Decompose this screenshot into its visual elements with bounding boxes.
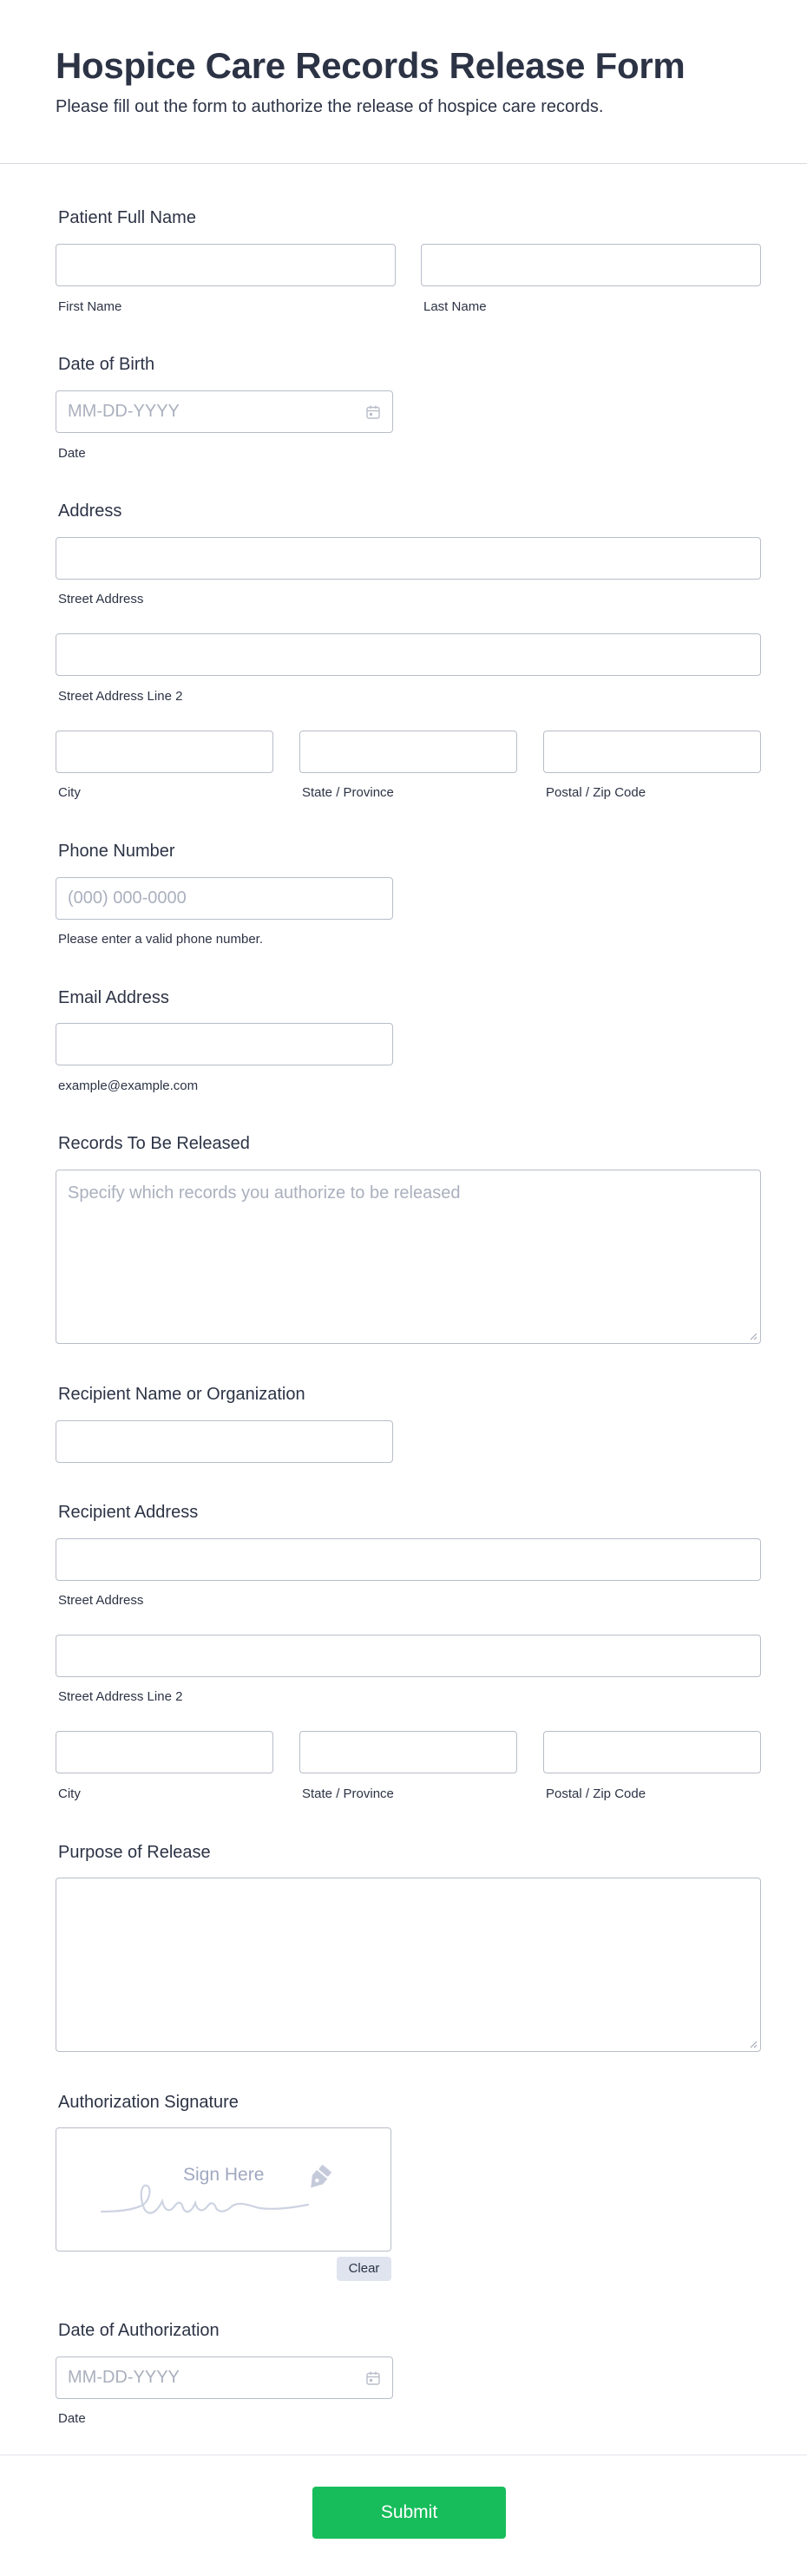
state-input[interactable] xyxy=(299,731,517,773)
last-name-sublabel: Last Name xyxy=(423,299,487,314)
recipient-street-input[interactable] xyxy=(56,1538,761,1581)
first-name-sublabel: First Name xyxy=(58,299,122,314)
recipient-zip-input[interactable] xyxy=(543,1731,761,1773)
email-label: Email Address xyxy=(58,988,169,1007)
city-input[interactable] xyxy=(56,731,273,773)
recipient-address-label: Recipient Address xyxy=(58,1503,199,1522)
recipient-street2-input[interactable] xyxy=(56,1635,761,1677)
dob-sublabel: Date xyxy=(58,446,86,461)
phone-label: Phone Number xyxy=(58,842,175,861)
recipient-street-sublabel: Street Address xyxy=(58,1593,144,1608)
recipient-zip-sublabel: Postal / Zip Code xyxy=(546,1786,646,1801)
resize-grip-icon[interactable] xyxy=(749,1332,758,1340)
clear-signature-button[interactable]: Clear xyxy=(337,2257,391,2281)
purpose-label: Purpose of Release xyxy=(58,1843,211,1862)
submit-button[interactable]: Submit xyxy=(312,2487,506,2539)
sign-here-text: Sign Here xyxy=(183,2165,265,2185)
dob-input[interactable] xyxy=(56,390,393,433)
recipient-street2-sublabel: Street Address Line 2 xyxy=(58,1689,183,1704)
records-label: Records To Be Released xyxy=(58,1134,250,1153)
last-name-input[interactable] xyxy=(421,244,761,286)
records-textarea[interactable] xyxy=(56,1170,761,1344)
recipient-name-input[interactable] xyxy=(56,1420,393,1463)
signature-label: Authorization Signature xyxy=(58,2093,239,2112)
first-name-input[interactable] xyxy=(56,244,396,286)
address-label: Address xyxy=(58,501,122,521)
phone-sublabel: Please enter a valid phone number. xyxy=(58,932,263,947)
form-header xyxy=(0,0,807,164)
auth-date-input[interactable] xyxy=(56,2356,393,2399)
zip-input[interactable] xyxy=(543,731,761,773)
signature-pad[interactable] xyxy=(56,2127,391,2252)
recipient-city-input[interactable] xyxy=(56,1731,273,1773)
auth-date-sublabel: Date xyxy=(58,2411,86,2426)
phone-input[interactable] xyxy=(56,877,393,920)
phone-placeholder: (000) 000-0000 xyxy=(68,888,187,908)
signature-scribble-icon xyxy=(100,2163,360,2219)
resize-grip-icon[interactable] xyxy=(749,2040,758,2048)
form-title: Hospice Care Records Release Form xyxy=(56,45,686,86)
auth-date-label: Date of Authorization xyxy=(58,2321,220,2340)
pen-icon xyxy=(305,2164,332,2192)
dob-placeholder: MM-DD-YYYY xyxy=(68,402,180,421)
city-sublabel: City xyxy=(58,785,81,800)
email-sublabel: example@example.com xyxy=(58,1078,199,1093)
street-address-sublabel: Street Address xyxy=(58,592,144,606)
street-address-input[interactable] xyxy=(56,537,761,580)
recipient-state-input[interactable] xyxy=(299,1731,517,1773)
street-address-line2-input[interactable] xyxy=(56,633,761,676)
recipient-city-sublabel: City xyxy=(58,1786,81,1801)
form-subtitle: Please fill out the form to authorize the release of hospice care records. xyxy=(56,97,604,116)
email-input[interactable] xyxy=(56,1023,393,1065)
recipient-name-label: Recipient Name or Organization xyxy=(58,1385,305,1404)
dob-label: Date of Birth xyxy=(58,355,155,374)
state-sublabel: State / Province xyxy=(302,785,394,800)
purpose-textarea[interactable] xyxy=(56,1878,761,2052)
street-address-line2-sublabel: Street Address Line 2 xyxy=(58,689,183,704)
records-placeholder: Specify which records you authorize to be released xyxy=(68,1183,461,1203)
auth-date-placeholder: MM-DD-YYYY xyxy=(68,2368,180,2387)
calendar-icon[interactable] xyxy=(365,2370,381,2386)
recipient-state-sublabel: State / Province xyxy=(302,1786,394,1801)
calendar-icon[interactable] xyxy=(365,404,381,420)
patient-name-label: Patient Full Name xyxy=(58,208,196,227)
zip-sublabel: Postal / Zip Code xyxy=(546,785,646,800)
